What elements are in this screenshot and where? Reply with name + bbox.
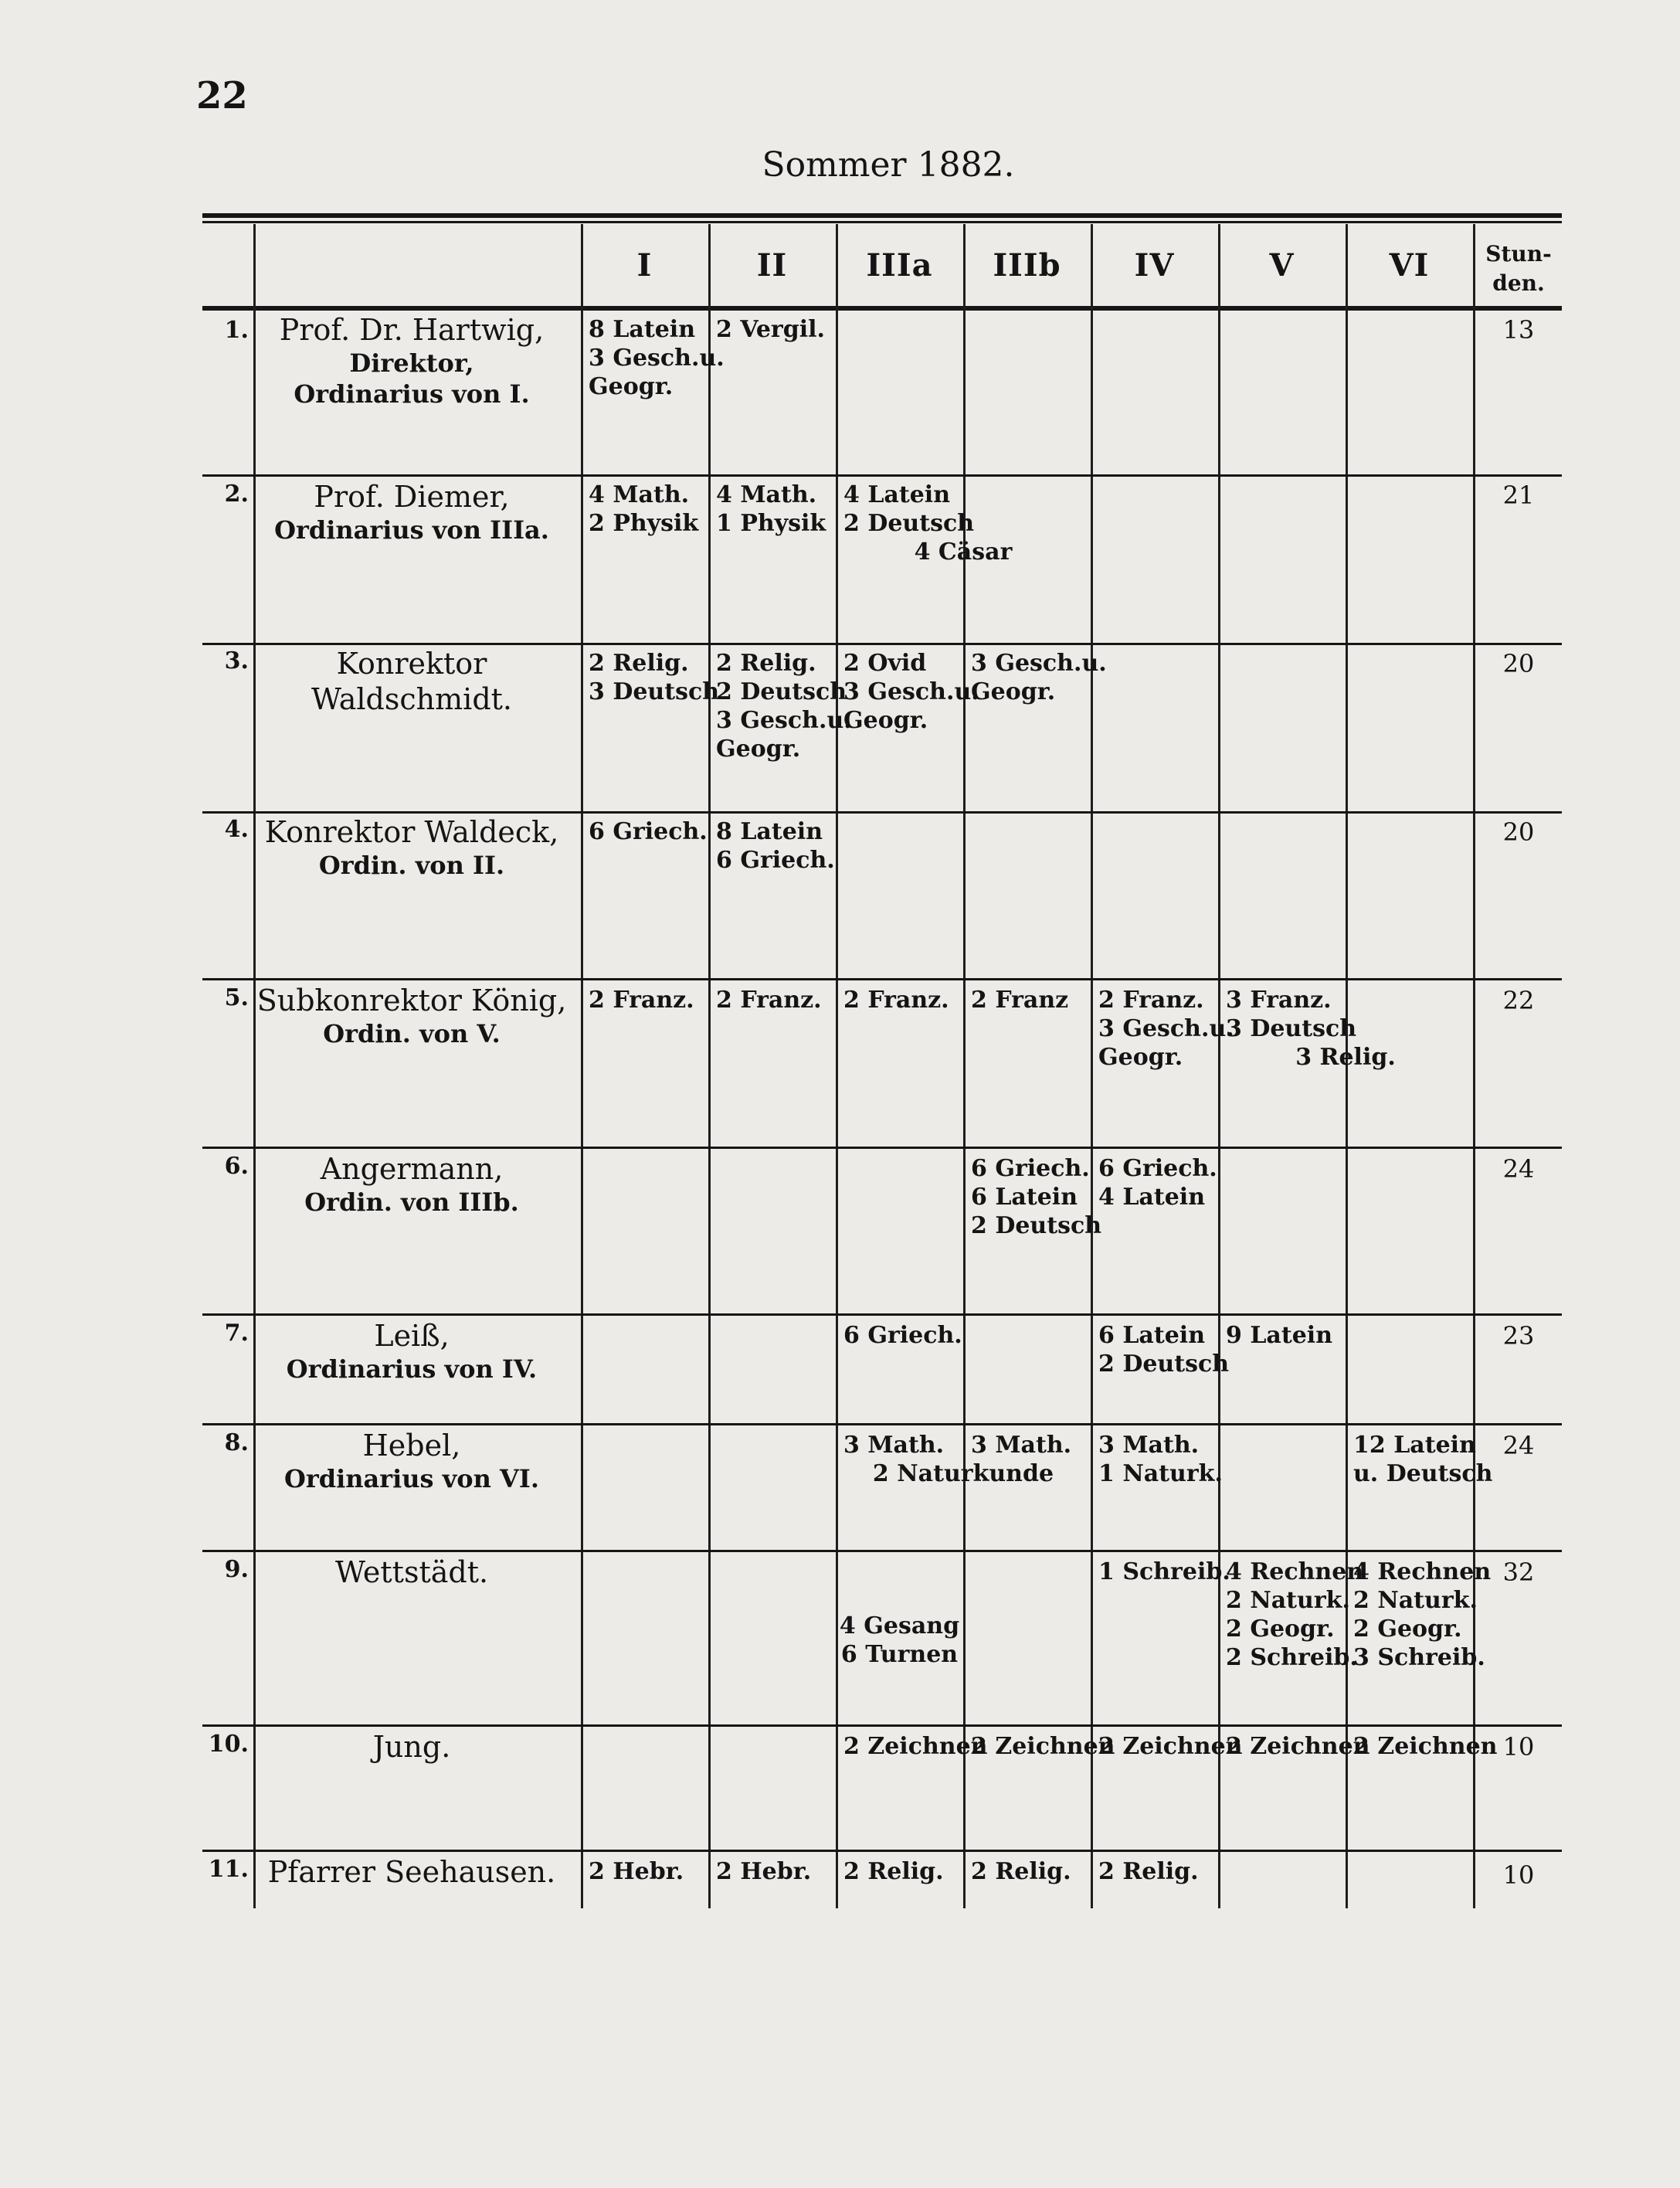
teacher-name-text: Subkonrektor König, <box>256 984 567 1018</box>
teacher-name <box>253 1729 570 1765</box>
teacher-role: Direktor, Ordinarius von I. <box>294 348 530 409</box>
row-separator <box>202 1724 1562 1727</box>
teacher-name-text: Konrektor Waldeck, <box>264 815 559 849</box>
teacher-name-text: Angermann, <box>320 1152 504 1186</box>
span-note: 2 Naturkunde <box>872 1460 1054 1487</box>
schedule-cell: 3 Franz. 3 Deutsch <box>1226 987 1357 1042</box>
schedule-cell: 2 Zeichnen <box>843 1733 988 1760</box>
teacher-name <box>253 312 570 409</box>
hours-total: 10 <box>1502 1732 1535 1762</box>
schedule-cell: 2 Relig. <box>1098 1858 1199 1885</box>
schedule-cell: 2 Franz. <box>589 987 694 1014</box>
schedule-cell: 2 Franz. <box>843 987 949 1014</box>
teacher-name-text: Prof. Dr. Hartwig, <box>279 313 545 347</box>
schedule-cell: 4 Math. 2 Physik <box>589 481 699 537</box>
page-number: 22 <box>196 74 248 117</box>
top-thin-rule <box>202 221 1562 223</box>
schedule-cell: 2 Franz. 3 Gesch.u. Geogr. <box>1098 987 1234 1071</box>
row-number: 7. <box>224 1320 249 1347</box>
column-divider <box>253 224 256 1908</box>
header-bottom-rule <box>202 306 1562 311</box>
column-divider <box>581 224 583 1908</box>
header-col-IIIa: IIIa <box>866 246 933 284</box>
row-number: 5. <box>224 984 249 1011</box>
hours-total: 21 <box>1502 481 1535 510</box>
teacher-name <box>253 1428 570 1494</box>
schedule-cell: 3 Math. 1 Naturk. <box>1098 1432 1223 1487</box>
schedule-cell: 6 Griech. <box>589 818 708 845</box>
row-number: 11. <box>208 1856 249 1883</box>
hours-total: 23 <box>1502 1321 1535 1351</box>
row-number: 10. <box>208 1731 249 1758</box>
header-col-V: V <box>1269 246 1295 284</box>
hours-total: 32 <box>1502 1558 1535 1587</box>
schedule-cell: 4 Math. 1 Physik <box>716 481 826 537</box>
timetable <box>202 209 1562 1931</box>
teacher-name <box>253 646 570 717</box>
row-separator <box>202 1147 1562 1149</box>
row-separator <box>202 474 1562 477</box>
teacher-name <box>253 1318 570 1384</box>
schedule-cell: 2 Zeichnen <box>1353 1733 1498 1760</box>
header-col-VI: VI <box>1389 246 1430 284</box>
teacher-role: Ordinarius von VI. <box>284 1464 539 1493</box>
row-separator <box>202 978 1562 980</box>
teacher-name-text: Wettstädt. <box>334 1555 489 1589</box>
row-number: 1. <box>224 317 249 344</box>
header-col-IIIb: IIIb <box>993 246 1061 284</box>
teacher-name <box>253 479 570 545</box>
hours-total: 13 <box>1502 315 1535 345</box>
teacher-name <box>253 814 570 881</box>
schedule-cell: 2 Zeichnen <box>971 1733 1115 1760</box>
teacher-role: Ordin. von IIIb. <box>304 1187 519 1217</box>
schedule-cell: 4 Latein 2 Deutsch <box>843 481 975 537</box>
schedule-cell: 12 Latein u. Deutsch <box>1353 1432 1493 1487</box>
hours-total: 20 <box>1502 817 1535 847</box>
teacher-name-text: Konrektor Waldschmidt. <box>311 647 512 716</box>
schedule-cell: 2 Hebr. <box>589 1858 684 1885</box>
teacher-name <box>253 1854 570 1890</box>
teacher-name <box>253 1151 570 1218</box>
row-number: 4. <box>224 816 249 843</box>
teacher-name <box>253 1554 570 1590</box>
teacher-role: Ordin. von II. <box>318 851 505 880</box>
schedule-cell: 2 Relig. <box>843 1858 944 1885</box>
schedule-cell: 3 Math. <box>843 1432 945 1459</box>
hours-total: 20 <box>1502 649 1535 678</box>
span-note: 3 Relig. <box>1295 1044 1396 1071</box>
schedule-cell: 6 Griech. 4 Latein <box>1098 1155 1217 1211</box>
schedule-cell: 4 Rechnen 2 Naturk. 2 Geogr. 2 Schreib. <box>1226 1558 1364 1671</box>
schedule-cell: 2 Relig. 2 Deutsch 3 Gesch.u. Geogr. <box>716 650 852 763</box>
schedule-cell: 6 Latein 2 Deutsch <box>1098 1322 1230 1378</box>
row-separator <box>202 1423 1562 1425</box>
teacher-role: Ordinarius von IIIa. <box>274 515 549 545</box>
schedule-cell: 2 Franz <box>971 987 1069 1014</box>
row-separator <box>202 811 1562 814</box>
schedule-cell: 2 Hebr. <box>716 1858 812 1885</box>
teacher-name-text: Jung. <box>372 1730 451 1764</box>
row-number: 6. <box>224 1153 249 1180</box>
schedule-cell: 8 Latein 3 Gesch.u. Geogr. <box>589 316 725 400</box>
header-col-II: II <box>756 246 788 284</box>
teacher-name-text: Pfarrer Seehausen. <box>267 1855 556 1889</box>
teacher-role: Ordin. von V. <box>323 1019 501 1048</box>
span-note: 4 Cäsar <box>914 539 1013 566</box>
hours-total: 10 <box>1502 1860 1535 1890</box>
schedule-cell: 1 Schreib. <box>1098 1558 1230 1585</box>
schedule-cell: 4 Rechnen 2 Naturk. 2 Geogr. 3 Schreib. <box>1353 1558 1492 1671</box>
teacher-name-text: Prof. Diemer, <box>314 480 510 514</box>
teacher-name <box>253 983 570 1049</box>
schedule-cell: 9 Latein <box>1226 1322 1333 1349</box>
row-separator <box>202 1550 1562 1552</box>
schedule-cell: 2 Relig. <box>971 1858 1071 1885</box>
page-title: Sommer 1882. <box>762 145 1015 185</box>
schedule-cell: 6 Griech. <box>843 1322 962 1349</box>
schedule-cell: 2 Zeichnen <box>1098 1733 1243 1760</box>
row-number: 3. <box>224 647 249 674</box>
row-number: 9. <box>224 1556 249 1583</box>
header-col-I: I <box>636 246 653 284</box>
row-separator <box>202 643 1562 645</box>
teacher-name-text: Hebel, <box>362 1429 461 1463</box>
schedule-cell: 6 Griech. 6 Latein 2 Deutsch <box>971 1155 1102 1239</box>
teacher-role: Ordinarius von IV. <box>286 1354 538 1384</box>
header-col-IV: IV <box>1134 246 1175 284</box>
hours-total: 22 <box>1502 986 1535 1015</box>
teacher-name-text: Leiß, <box>374 1319 450 1353</box>
span-note: 4 Gesang 6 Turnen <box>839 1612 960 1668</box>
hours-total: 24 <box>1502 1154 1535 1184</box>
hours-total: 24 <box>1502 1431 1535 1460</box>
schedule-cell: 8 Latein 6 Griech. <box>716 818 835 874</box>
schedule-cell: 2 Relig. 3 Deutsch <box>589 650 720 705</box>
schedule-cell: 2 Franz. <box>716 987 822 1014</box>
schedule-cell: 2 Vergil. <box>716 316 825 343</box>
row-number: 8. <box>224 1429 249 1456</box>
schedule-cell: 3 Gesch.u. Geogr. <box>971 650 1107 705</box>
row-number: 2. <box>224 481 249 508</box>
row-separator <box>202 1313 1562 1316</box>
schedule-cell: 3 Math. <box>971 1432 1072 1459</box>
row-separator <box>202 1850 1562 1852</box>
schedule-cell: 2 Ovid 3 Gesch.u. Geogr. <box>843 650 979 734</box>
top-double-rule <box>202 213 1562 218</box>
schedule-cell: 2 Zeichnen <box>1226 1733 1370 1760</box>
header-hours: Stun- den. <box>1485 241 1552 296</box>
